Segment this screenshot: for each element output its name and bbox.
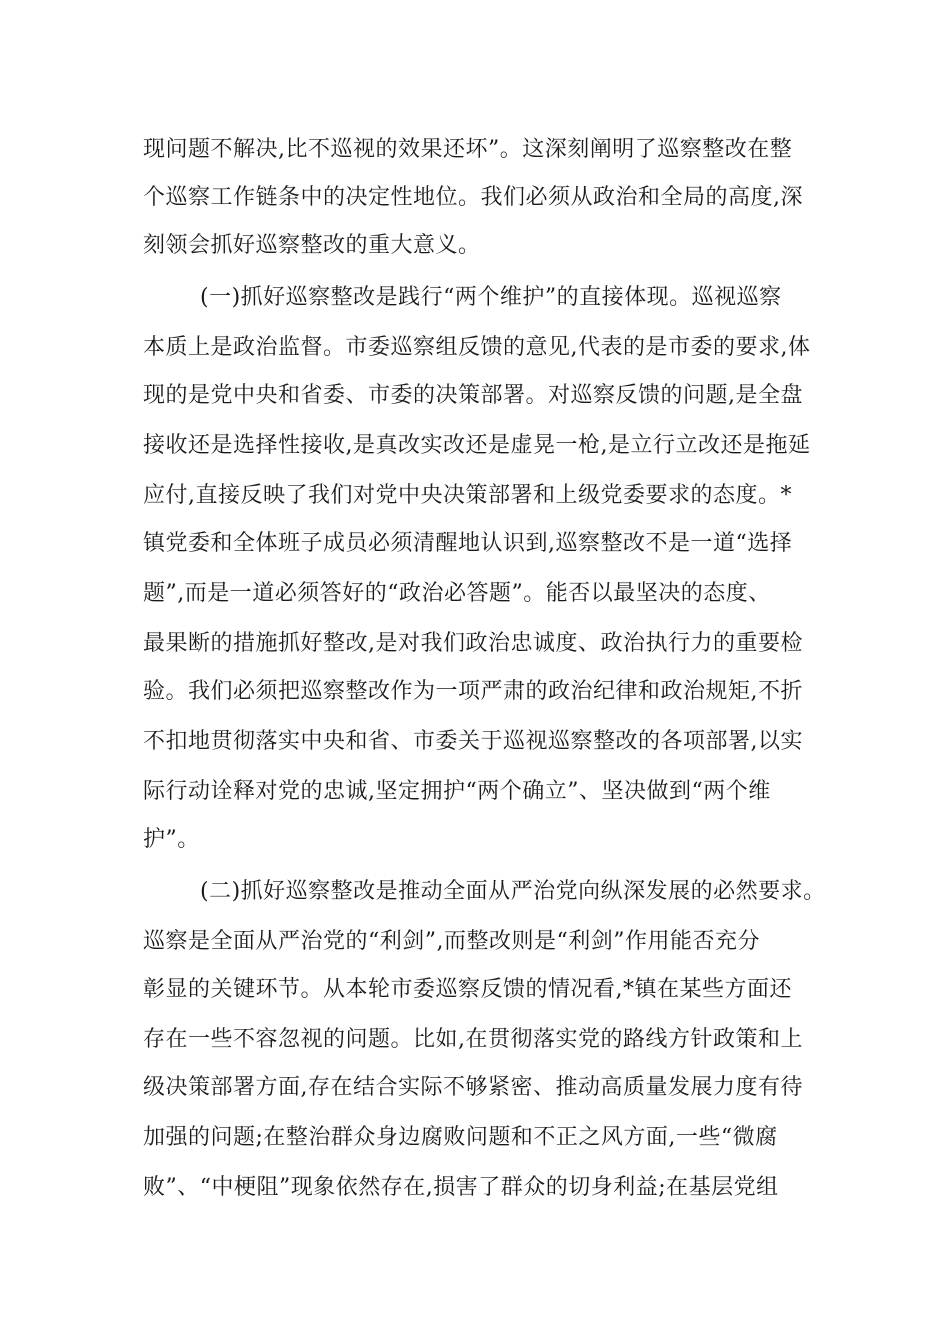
text-line: 加强的问题;在整治群众身边腐败问题和不正之风方面,一些“微腐: [143, 1125, 778, 1150]
text-line: 不扣地贯彻落实中央和省、市委关于巡视巡察整改的各项部署,以实: [143, 729, 803, 754]
text-line: 个巡察工作链条中的决定性地位。我们必须从政治和全局的高度,深: [143, 185, 803, 210]
text-line: 际行动诠释对党的忠诚,坚定拥护“两个确立”、坚决做到“两个维: [143, 779, 771, 804]
text-line: 现的是党中央和省委、市委的决策部署。对巡察反馈的问题,是全盘: [143, 383, 803, 408]
text-line: 护”。: [143, 827, 200, 852]
text-line: 刻领会抓好巡察整改的重大意义。: [143, 233, 481, 258]
paragraph-heading-1: (一)抓好巡察整改是践行“两个维护”的直接体现。巡视巡察: [200, 285, 782, 310]
text-line: 巡察是全面从严治党的“利剑”,而整改则是“利剑”作用能否充分: [143, 929, 760, 954]
text-line: 应付,直接反映了我们对党中央决策部署和上级党委要求的态度。*: [143, 483, 792, 508]
text-line: 级决策部署方面,存在结合实际不够紧密、推动高质量发展力度有待: [143, 1075, 803, 1100]
text-line: 验。我们必须把巡察整改作为一项严肃的政治纪律和政治规矩,不折: [143, 679, 803, 704]
text-line: 接收还是选择性接收,是真改实改还是虚晃一枪,是立行立改还是拖延: [143, 433, 811, 458]
text-line: 镇党委和全体班子成员必须清醒地认识到,巡察整改不是一道“选择: [143, 531, 793, 556]
text-line: 败”、“中梗阻”现象依然存在,损害了群众的切身利益;在基层党组: [143, 1175, 779, 1200]
text-line: 本质上是政治监督。市委巡察组反馈的意见,代表的是市委的要求,体: [143, 335, 811, 360]
text-line: 题”,而是一道必须答好的“政治必答题”。能否以最坚决的态度、: [143, 581, 771, 606]
paragraph-heading-2: (二)抓好巡察整改是推动全面从严治党向纵深发展的必然要求。: [200, 879, 826, 904]
text-line: 彰显的关键环节。从本轮市委巡察反馈的情况看,*镇在某些方面还: [143, 977, 792, 1002]
text-line: 存在一些不容忽视的问题。比如,在贯彻落实党的路线方针政策和上: [143, 1027, 803, 1052]
text-line: 最果断的措施抓好整改,是对我们政治忠诚度、政治执行力的重要检: [143, 631, 803, 656]
text-line: 现问题不解决,比不巡视的效果还坏”。这深刻阐明了巡察整改在整: [143, 137, 793, 162]
